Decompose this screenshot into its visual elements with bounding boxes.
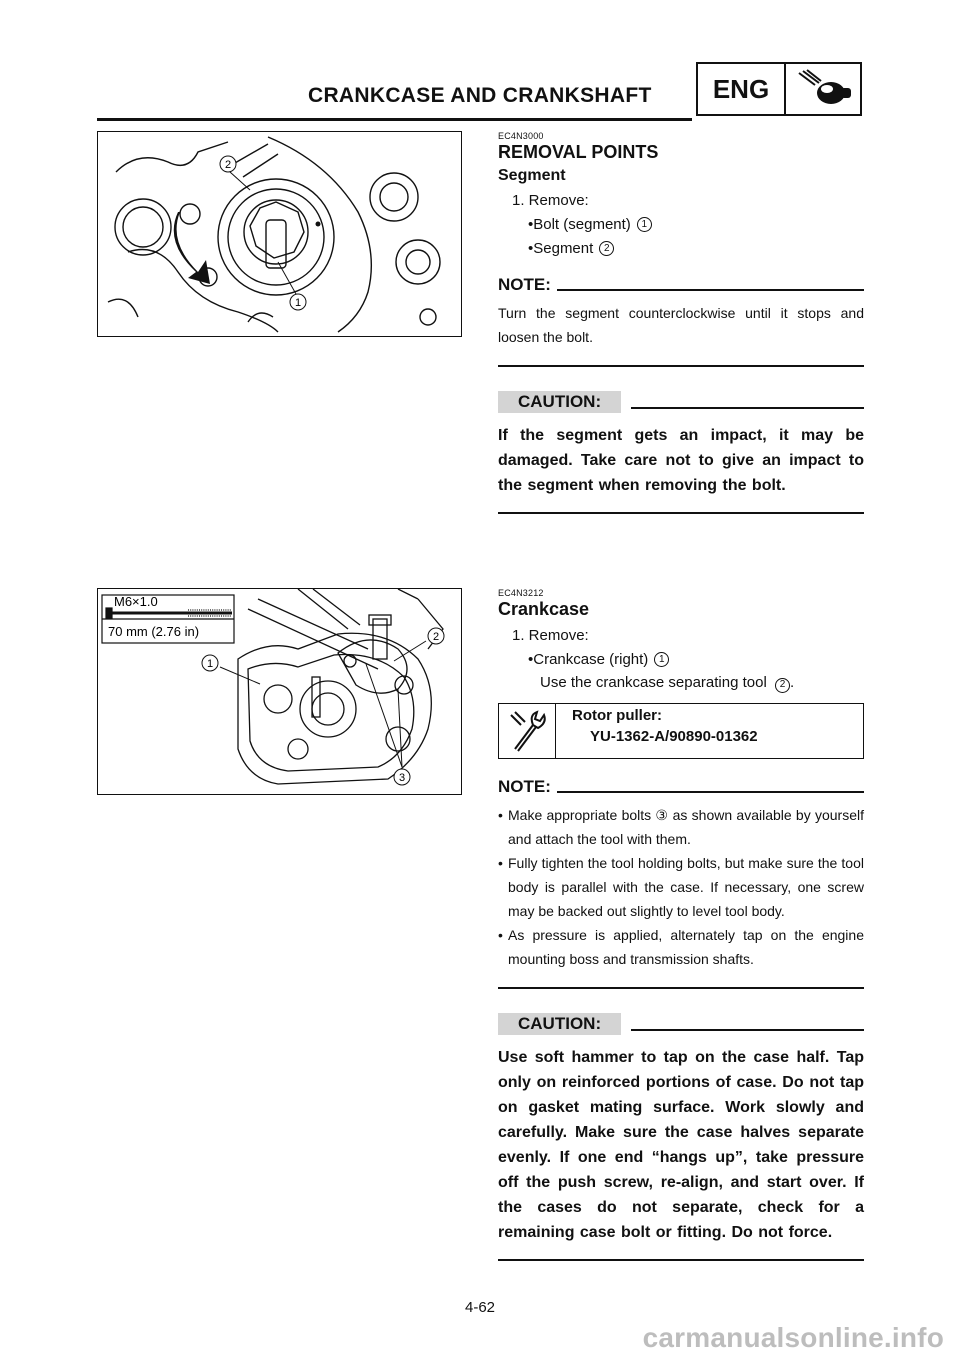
callout-2-label: 2 [432, 631, 440, 643]
section-code: EC4N3000 [498, 131, 544, 141]
callout-number: 1 [637, 217, 652, 232]
caution-header [498, 1013, 864, 1035]
tool-instruction-text: Use the crankcase separating tool [540, 674, 767, 691]
note-end-rule [498, 365, 864, 367]
step-text: 1. Remove: [512, 627, 589, 644]
callout-number: 1 [654, 652, 669, 667]
eng-badge-label: ENG [698, 64, 786, 114]
list-item-text: •Segment [528, 240, 594, 257]
caution-end-rule [498, 1259, 864, 1261]
caution-label: CAUTION: [498, 1013, 621, 1035]
segment-removal-figure [97, 131, 462, 337]
caution-header [498, 391, 864, 413]
section-heading: REMOVAL POINTS [498, 142, 659, 162]
note-header [498, 275, 864, 295]
tool-name: Rotor puller: [572, 706, 662, 724]
list-item: • Make appropriate bolts ③ as shown available by yourself and attach the tool with them. [498, 803, 864, 851]
list-item [528, 651, 864, 668]
note-text: Turn the segment counterclockwise until it stops and loosen the bolt. [498, 305, 864, 345]
note-end-rule [498, 987, 864, 989]
list-item-text: •Bolt (segment) [528, 216, 631, 233]
crankcase-section [498, 588, 864, 1261]
callout-3-label: 3 [398, 772, 406, 784]
caution-text: If the segment gets an impact, it may be damaged. Take care not to give an impact to the segment when removing the bolt. [498, 427, 864, 494]
list-item: • As pressure is applied, alternately tap on the engine mounting boss and transmission shafts. [498, 923, 864, 971]
section-heading: Crankcase [498, 599, 590, 619]
removal-points-section [498, 131, 864, 514]
note-rule [557, 791, 864, 793]
tool-instruction: Use the crankcase separating tool 2 . [540, 674, 795, 691]
step-text: 1. Remove: [512, 192, 589, 209]
note-list [498, 803, 864, 971]
callout-number: 2 [775, 678, 790, 693]
callout-1-label: 1 [294, 297, 302, 309]
wrench-icon [499, 704, 556, 758]
bolt-length-label: 70 mm (2.76 in) [108, 624, 200, 639]
note-label: NOTE: [498, 275, 551, 294]
list-item [528, 240, 864, 257]
watermark: carmanualsonline.info [642, 1322, 944, 1353]
engine-icon [786, 64, 860, 114]
list-item-text: •Crankcase (right) [528, 651, 649, 668]
caution-end-rule [498, 512, 864, 514]
page-number: 4-62 [464, 1299, 496, 1316]
header-rule [97, 118, 692, 121]
bolt-spec-label: M6×1.0 [114, 594, 158, 609]
section-badge [696, 62, 862, 116]
special-tool-box [498, 703, 864, 759]
tool-part-number: YU-1362-A/90890-01362 [590, 727, 758, 745]
list-item [528, 216, 864, 233]
crankcase-separation-figure [97, 588, 462, 795]
callout-2-label: 2 [224, 159, 232, 171]
caution-label: CAUTION: [498, 391, 621, 413]
section-code: EC4N3212 [498, 588, 544, 598]
list-item-text: As pressure is applied, alternately tap on the engine mounting boss and transmission shafts. [508, 926, 864, 967]
page-header-title: CRANKCASE AND CRANKSHAFT [308, 84, 652, 107]
note-rule [557, 289, 864, 291]
caution-text: Use soft hammer to tap on the case half. Tap only on reinforced portions of case. Do not tap on gasket mating surface. Work slowly and carefully. Make sure the case halves separate evenly. If one end “hangs up”, take pressure off the push screw, re-align, and start over. If the cases do not separate, check for a remaining case bolt or fitting. Do not force. [498, 1048, 864, 1241]
note-label: NOTE: [498, 776, 551, 796]
list-item-text: Make appropriate bolts ③ as shown available by yourself and attach the tool with them. [508, 806, 864, 847]
caution-rule [631, 407, 864, 409]
caution-rule [631, 1029, 864, 1031]
list-item-text: Fully tighten the tool holding bolts, but make sure the tool body is parallel with the case. If necessary, one screw may be backed out slightly to level tool body. [508, 854, 864, 919]
callout-number: 2 [599, 241, 614, 256]
list-item: • Fully tighten the tool holding bolts, but make sure the tool body is parallel with the case. If necessary, one screw may be backed out slightly to level tool body. [498, 851, 864, 923]
section-subheading: Segment [498, 167, 566, 184]
note-header [498, 777, 864, 797]
callout-1-label: 1 [206, 658, 214, 670]
